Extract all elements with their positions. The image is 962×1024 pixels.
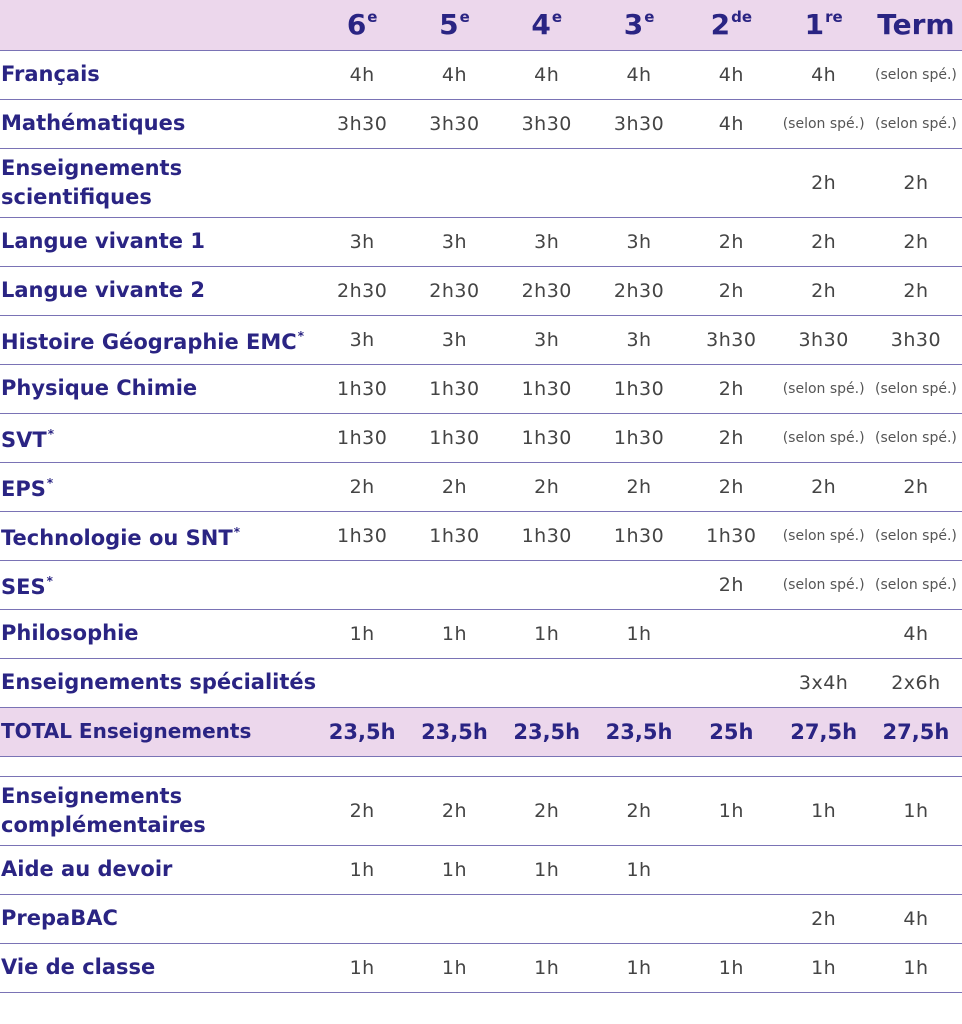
hours-cell: 4h xyxy=(593,50,685,99)
hours-cell: 2h xyxy=(316,776,408,845)
hours-cell xyxy=(316,148,408,217)
hours-cell: (selon spé.) xyxy=(870,364,962,413)
hours-cell: 4h xyxy=(870,609,962,658)
hours-cell: 4h xyxy=(408,50,500,99)
hours-cell: 1h xyxy=(316,943,408,992)
subject-label: SVT xyxy=(1,428,47,452)
subject-label: SES xyxy=(1,575,46,599)
level-header xyxy=(593,0,685,50)
hours-cell: 3h xyxy=(316,315,408,364)
subject-name xyxy=(0,364,316,413)
hours-cell: (selon spé.) xyxy=(870,99,962,148)
table-row xyxy=(0,609,962,658)
table-row xyxy=(0,217,962,266)
hours-cell: 3h xyxy=(593,315,685,364)
level-label: Term xyxy=(877,8,955,42)
hours-cell: 1h xyxy=(501,943,593,992)
hours-cell: 4h xyxy=(501,50,593,99)
subject-label: Physique Chimie xyxy=(1,376,198,400)
hours-cell xyxy=(316,894,408,943)
hours-cell: (selon spé.) xyxy=(777,364,869,413)
hours-cell xyxy=(408,148,500,217)
separator xyxy=(0,756,962,776)
subject-label: Technologie ou SNT xyxy=(1,526,233,550)
hours-cell: 1h30 xyxy=(408,364,500,413)
table-row xyxy=(0,413,962,462)
subject-name xyxy=(0,609,316,658)
hours-cell: 1h xyxy=(593,609,685,658)
subject-label-line2: scientifiques xyxy=(1,184,152,209)
subject-name xyxy=(0,315,316,364)
subject-name xyxy=(0,462,316,511)
level-label: 1 xyxy=(804,8,825,42)
hours-cell: 2h xyxy=(777,462,869,511)
hours-cell: 1h xyxy=(685,776,777,845)
hours-cell: 2h xyxy=(870,148,962,217)
total-cell: 23,5h xyxy=(316,707,408,756)
level-suffix: e xyxy=(367,8,378,27)
level-header xyxy=(408,0,500,50)
hours-cell: (selon spé.) xyxy=(870,511,962,560)
hours-cell: 1h xyxy=(501,609,593,658)
hours-cell: 1h xyxy=(593,845,685,894)
hours-cell: 2h30 xyxy=(593,266,685,315)
hours-cell xyxy=(685,148,777,217)
subject-label: PrepaBAC xyxy=(1,906,118,930)
hours-cell: 1h xyxy=(408,943,500,992)
total-row xyxy=(0,707,962,756)
subject-label: Enseignements xyxy=(1,783,183,808)
hours-cell: (selon spé.) xyxy=(777,413,869,462)
hours-cell xyxy=(685,658,777,707)
subject-name xyxy=(0,845,316,894)
hours-cell: 2h xyxy=(408,776,500,845)
hours-cell: 1h30 xyxy=(685,511,777,560)
subject-label: Mathématiques xyxy=(1,111,186,135)
subject-label: Enseignements xyxy=(1,155,183,180)
footnote-marker: * xyxy=(46,574,53,588)
hours-cell xyxy=(777,845,869,894)
hours-cell xyxy=(408,894,500,943)
level-suffix: re xyxy=(825,8,843,27)
level-label: 5 xyxy=(439,8,459,42)
hours-cell xyxy=(501,894,593,943)
level-suffix: e xyxy=(551,8,563,27)
table-row xyxy=(0,50,962,99)
table-row xyxy=(0,462,962,511)
level-suffix: e xyxy=(644,8,655,27)
level-header xyxy=(777,0,869,50)
hours-cell xyxy=(316,560,408,609)
hours-cell: 3h30 xyxy=(593,99,685,148)
hours-cell: 2h xyxy=(685,217,777,266)
table-row xyxy=(0,511,962,560)
hours-cell: 2h xyxy=(685,364,777,413)
hours-cell: 4h xyxy=(777,50,869,99)
table-row xyxy=(0,364,962,413)
hours-cell: 2h xyxy=(501,776,593,845)
hours-cell xyxy=(777,609,869,658)
subject-name xyxy=(0,148,316,217)
subject-name xyxy=(0,776,316,845)
hours-cell: 3h xyxy=(593,217,685,266)
table-row xyxy=(0,894,962,943)
hours-cell: 2h xyxy=(777,894,869,943)
hours-cell xyxy=(685,609,777,658)
subject-label: Enseignements spécialités xyxy=(1,670,317,694)
hours-cell: 1h xyxy=(408,609,500,658)
hours-cell: 3h30 xyxy=(870,315,962,364)
hours-cell: 4h xyxy=(316,50,408,99)
level-label: 4 xyxy=(531,8,551,42)
subject-label: Philosophie xyxy=(1,621,139,645)
hours-cell: 1h xyxy=(316,845,408,894)
hours-cell: 3h xyxy=(408,315,500,364)
hours-cell: 1h30 xyxy=(501,511,593,560)
hours-cell: 1h30 xyxy=(316,511,408,560)
hours-cell: 1h30 xyxy=(316,364,408,413)
hours-cell: 3h xyxy=(501,217,593,266)
hours-cell xyxy=(408,560,500,609)
hours-cell: 4h xyxy=(685,50,777,99)
footnote-marker: * xyxy=(47,427,54,441)
hours-cell: 3h30 xyxy=(501,99,593,148)
hours-cell: 2h xyxy=(501,462,593,511)
table-row xyxy=(0,315,962,364)
hours-cell xyxy=(593,560,685,609)
hours-cell: 4h xyxy=(870,894,962,943)
hours-cell: 1h xyxy=(501,845,593,894)
hours-cell: 3h30 xyxy=(408,99,500,148)
total-cell: 27,5h xyxy=(870,707,962,756)
subject-name xyxy=(0,511,316,560)
hours-cell: 1h xyxy=(870,776,962,845)
hours-cell: 1h30 xyxy=(593,413,685,462)
hours-cell: 1h xyxy=(316,609,408,658)
hours-cell: 3h30 xyxy=(316,99,408,148)
subject-label: Aide au devoir xyxy=(1,857,173,881)
table-row xyxy=(0,845,962,894)
hours-cell: 1h30 xyxy=(316,413,408,462)
hours-cell: 3h xyxy=(501,315,593,364)
hours-cell xyxy=(408,658,500,707)
subject-label: EPS xyxy=(1,477,46,501)
hours-cell: (selon spé.) xyxy=(777,99,869,148)
hours-cell: 2h xyxy=(593,776,685,845)
hours-cell xyxy=(685,845,777,894)
table-row xyxy=(0,560,962,609)
subject-label: Français xyxy=(1,62,100,86)
level-header xyxy=(870,0,962,50)
hours-cell: (selon spé.) xyxy=(777,560,869,609)
total-cell: 23,5h xyxy=(593,707,685,756)
hours-cell: 3x4h xyxy=(777,658,869,707)
hours-cell xyxy=(316,658,408,707)
hours-cell: 2h xyxy=(685,266,777,315)
hours-cell xyxy=(870,845,962,894)
hours-cell: 1h30 xyxy=(408,511,500,560)
hours-cell xyxy=(501,658,593,707)
subject-name xyxy=(0,943,316,992)
hours-cell: (selon spé.) xyxy=(870,50,962,99)
hours-cell: 1h30 xyxy=(501,364,593,413)
hours-cell: 2h xyxy=(316,462,408,511)
table-row xyxy=(0,266,962,315)
total-cell: 25h xyxy=(685,707,777,756)
hours-cell: 1h xyxy=(593,943,685,992)
subject-label: Histoire Géographie EMC xyxy=(1,330,297,354)
hours-cell: 1h xyxy=(777,943,869,992)
header-corner xyxy=(0,0,316,50)
hours-cell xyxy=(501,148,593,217)
table-row xyxy=(0,658,962,707)
hours-cell: 1h xyxy=(685,943,777,992)
subject-name xyxy=(0,413,316,462)
subject-name xyxy=(0,560,316,609)
level-label: 3 xyxy=(623,8,644,42)
hours-cell: 2h xyxy=(593,462,685,511)
total-label: TOTAL Enseignements xyxy=(0,707,316,756)
hours-cell xyxy=(501,560,593,609)
table-row xyxy=(0,99,962,148)
separator-row xyxy=(0,756,962,776)
hours-cell: 3h xyxy=(408,217,500,266)
hours-cell xyxy=(593,894,685,943)
subject-name xyxy=(0,658,316,707)
total-cell: 27,5h xyxy=(777,707,869,756)
table-row xyxy=(0,148,962,217)
hours-cell: 1h xyxy=(777,776,869,845)
footnote-marker: * xyxy=(297,329,304,343)
subject-label: Langue vivante 1 xyxy=(1,229,205,253)
hours-cell: 1h xyxy=(408,845,500,894)
hours-cell: 2h xyxy=(870,462,962,511)
hours-cell: 3h xyxy=(316,217,408,266)
total-cell: 23,5h xyxy=(501,707,593,756)
hours-cell: 2h xyxy=(408,462,500,511)
hours-cell: 1h30 xyxy=(501,413,593,462)
hours-cell: 1h30 xyxy=(408,413,500,462)
level-suffix: de xyxy=(731,8,753,27)
footnote-marker: * xyxy=(233,525,240,539)
subject-name xyxy=(0,266,316,315)
level-suffix: e xyxy=(459,8,470,27)
subject-name xyxy=(0,99,316,148)
level-header xyxy=(316,0,408,50)
level-label: 2 xyxy=(710,8,731,42)
hours-cell xyxy=(593,148,685,217)
table-body xyxy=(0,50,962,992)
hours-cell: 2h xyxy=(777,148,869,217)
hours-cell: 2h30 xyxy=(501,266,593,315)
hours-cell: 2h xyxy=(685,462,777,511)
level-header xyxy=(685,0,777,50)
hours-cell: 2h xyxy=(685,560,777,609)
table-row xyxy=(0,776,962,845)
hours-cell: (selon spé.) xyxy=(870,413,962,462)
hours-cell: (selon spé.) xyxy=(870,560,962,609)
hours-cell: 1h30 xyxy=(593,364,685,413)
hours-cell: 2x6h xyxy=(870,658,962,707)
hours-cell: 2h30 xyxy=(316,266,408,315)
level-label: 6 xyxy=(346,8,367,42)
footnote-marker: * xyxy=(46,476,54,490)
header-row xyxy=(0,0,962,50)
hours-cell: 3h30 xyxy=(685,315,777,364)
subject-label-line2: complémentaires xyxy=(1,812,206,837)
hours-cell xyxy=(685,894,777,943)
hours-cell: 3h30 xyxy=(777,315,869,364)
hours-cell: 4h xyxy=(685,99,777,148)
hours-cell: 2h xyxy=(777,217,869,266)
total-cell: 23,5h xyxy=(408,707,500,756)
hours-cell: 2h xyxy=(870,217,962,266)
subject-label: Langue vivante 2 xyxy=(1,278,205,302)
hours-cell: 2h xyxy=(685,413,777,462)
hours-cell: 1h xyxy=(870,943,962,992)
table-row xyxy=(0,943,962,992)
subject-label: Vie de classe xyxy=(1,955,156,979)
subject-name xyxy=(0,894,316,943)
hours-cell: 2h xyxy=(777,266,869,315)
hours-cell xyxy=(593,658,685,707)
hours-cell: 2h30 xyxy=(408,266,500,315)
subject-name xyxy=(0,50,316,99)
subject-name xyxy=(0,217,316,266)
level-header xyxy=(501,0,593,50)
hours-cell: (selon spé.) xyxy=(777,511,869,560)
hours-cell: 1h30 xyxy=(593,511,685,560)
hours-cell: 2h xyxy=(870,266,962,315)
